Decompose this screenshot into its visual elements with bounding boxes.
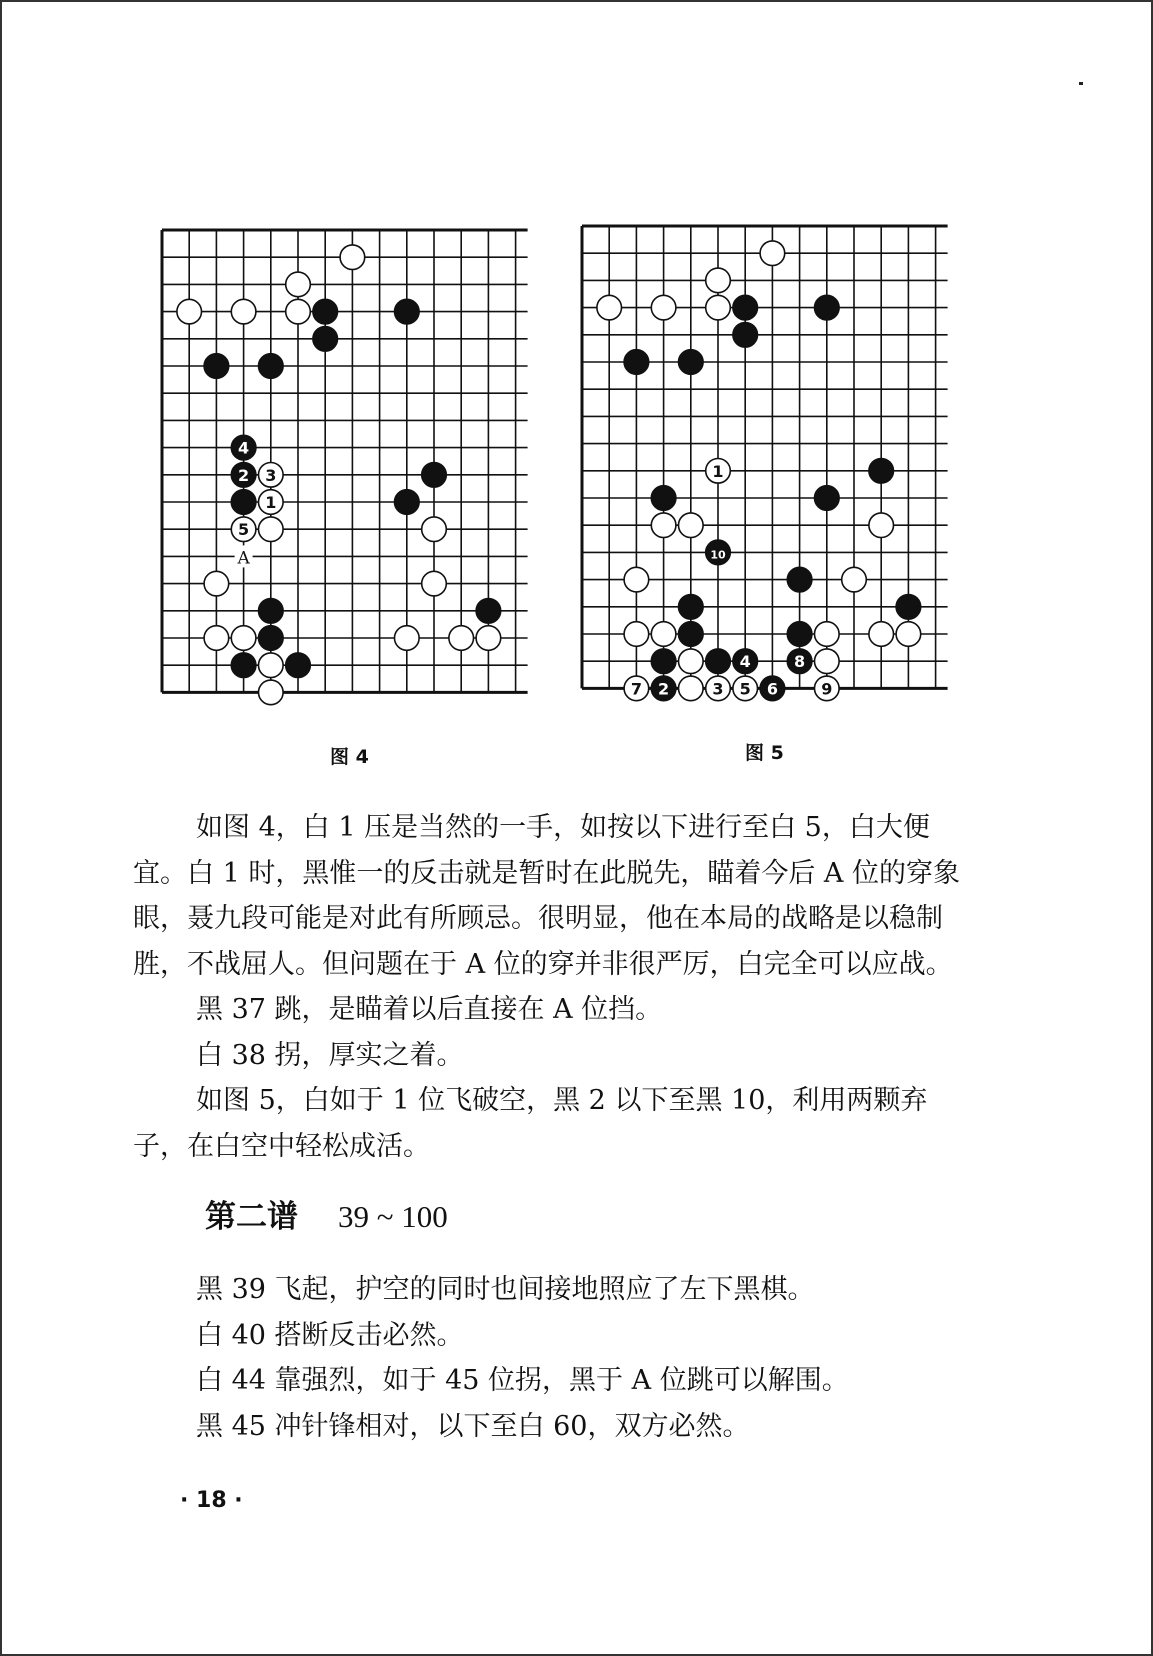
stone-disc [869,513,894,538]
go-board-figure-4 [160,228,540,718]
black-stone [259,599,284,624]
white-stone [706,459,731,484]
stone-disc [787,622,812,647]
stone-disc [231,299,256,324]
white-stone [259,653,284,678]
black-stone [259,626,284,651]
stone-disc [422,571,447,596]
white-stone [286,272,311,297]
section-heading [205,1187,978,1247]
white-stone [231,626,256,651]
black-stone [231,463,256,488]
stone-disc [815,649,840,674]
black-stone [679,350,704,375]
move-number: 6 [766,679,778,699]
white-stone [869,622,894,647]
white-stone [259,680,284,705]
black-stone [259,354,284,379]
stone-disc [869,459,894,484]
white-stone [449,626,474,651]
paragraph: 如图 4，白 1 压是当然的一手，如按以下进行至白 5，白大便宜。白 1 时，黑惟一的反击就是暂时在此脱先，瞄着今后 A 位的穿象眼，聂九段可能是对此有所顾忌。很明显，他在本局的战略是以稳制胜，不战屈人。但问题在于 A 位的穿并非很严厉，白完全可以应战。 [133,812,961,980]
stone-disc [313,327,338,352]
scan-speck [1079,82,1083,85]
stone-disc [869,622,894,647]
stone-disc [651,649,676,674]
stone-disc [706,649,731,674]
black-stone [733,323,758,348]
white-stone [422,571,447,596]
stone-disc [422,517,447,542]
move-number: 3 [712,679,724,699]
stone-disc [679,513,704,538]
black-stone [651,649,676,674]
white-stone [679,649,704,674]
white-stone [286,299,311,324]
move-number: 4 [238,438,250,458]
stone-disc [679,649,704,674]
stone-disc [706,268,731,293]
stone-disc [706,295,731,320]
white-stone [177,299,202,324]
black-stone [679,622,704,647]
stone-disc [651,622,676,647]
black-stone [760,676,785,701]
black-stone [651,486,676,511]
black-stone [733,649,758,674]
white-stone [395,626,420,651]
stone-disc [259,517,284,542]
paragraph: 白 38 拐，厚实之着。 [196,1039,464,1071]
white-stone [204,626,229,651]
white-stone [624,676,649,701]
black-stone [476,599,501,624]
move-number: 9 [821,679,833,699]
stone-disc [679,350,704,375]
stone-disc [679,622,704,647]
stone-disc [340,245,365,270]
white-stone [624,622,649,647]
black-stone [422,463,447,488]
stone-disc [395,299,420,324]
stone-disc [259,599,284,624]
white-stone [706,295,731,320]
black-stone [231,435,256,460]
black-stone [313,299,338,324]
black-stone [395,299,420,324]
white-stone [760,241,785,266]
white-stone [231,299,256,324]
move-number: 8 [794,652,806,672]
black-stone [231,653,256,678]
paragraph: 白 40 搭断反击必然。 [196,1319,464,1351]
black-stone [395,490,420,515]
stone-disc [760,241,785,266]
black-stone [313,327,338,352]
section-move-range: 39 ~ 100 [338,1199,448,1234]
stone-disc [395,490,420,515]
move-number: 5 [739,679,751,699]
figure-4-caption: 图 4 [330,746,369,768]
stone-disc [624,567,649,592]
stone-disc [476,599,501,624]
white-stone [815,649,840,674]
stone-disc [733,323,758,348]
white-stone [679,676,704,701]
body-text [133,805,978,1449]
stone-disc [204,626,229,651]
stone-disc [733,295,758,320]
stone-disc [259,653,284,678]
black-stone [896,595,921,620]
white-stone [259,463,284,488]
paragraph: 如图 5，白如于 1 位飞破空，黑 2 以下至黑 10，利用两颗弃子，在白空中轻松成活。 [133,1085,928,1162]
black-stone [624,350,649,375]
black-stone [815,486,840,511]
stone-disc [624,622,649,647]
stone-disc [896,595,921,620]
white-stone [679,513,704,538]
white-stone [896,622,921,647]
black-stone [733,295,758,320]
paragraph: 白 44 靠强烈，如于 45 位拐，黑于 A 位跳可以解围。 [196,1365,849,1396]
stone-disc [259,680,284,705]
white-stone [706,676,731,701]
stone-disc [597,295,622,320]
stone-disc [842,567,867,592]
section-title: 第二谱 [205,1199,298,1235]
go-board-figure-5 [580,224,960,714]
move-number: 5 [238,520,250,540]
stone-disc [679,676,704,701]
stone-disc [449,626,474,651]
stone-disc [177,299,202,324]
stone-disc [896,622,921,647]
stone-disc [422,463,447,488]
black-stone [651,676,676,701]
page-number: · 18 · [180,1488,243,1513]
paragraph: 黑 45 冲针锋相对，以下至白 60，双方必然。 [196,1410,750,1442]
white-stone [842,567,867,592]
white-stone [733,676,758,701]
point-label: A [237,548,250,569]
stone-disc [651,513,676,538]
stone-disc [651,295,676,320]
stone-disc [286,653,311,678]
stone-disc [787,567,812,592]
black-stone [787,622,812,647]
move-number: 2 [238,465,250,485]
paragraph: 黑 37 跳，是瞄着以后直接在 A 位挡。 [196,994,663,1025]
stone-disc [313,299,338,324]
stone-disc [395,626,420,651]
white-stone [597,295,622,320]
stone-disc [259,626,284,651]
white-stone [624,567,649,592]
white-stone [476,626,501,651]
move-number: 4 [739,652,751,672]
black-stone [787,649,812,674]
stone-disc [231,626,256,651]
white-stone [651,513,676,538]
stone-disc [286,299,311,324]
white-stone [651,622,676,647]
white-stone [204,571,229,596]
black-stone [787,567,812,592]
paragraph: 黑 39 飞起，护空的同时也间接地照应了左下黑棋。 [196,1274,815,1305]
white-stone [422,517,447,542]
stone-disc [204,571,229,596]
move-number: 1 [265,493,277,512]
stone-disc [815,622,840,647]
move-number: 3 [265,465,277,485]
stone-disc [815,295,840,320]
black-stone [204,354,229,379]
stone-disc [476,626,501,651]
black-stone [815,295,840,320]
stone-disc [815,486,840,511]
stone-disc [259,354,284,379]
stone-disc [204,354,229,379]
stone-disc [679,595,704,620]
move-number: 1 [712,461,724,481]
stone-disc [624,350,649,375]
black-stone [706,540,731,565]
white-stone [815,676,840,701]
white-stone [869,513,894,538]
white-stone [259,490,284,515]
black-stone [869,459,894,484]
move-number: 2 [658,679,670,699]
move-number: 10 [710,548,726,562]
black-stone [706,649,731,674]
stone-disc [286,272,311,297]
white-stone [651,295,676,320]
white-stone [815,622,840,647]
stone-disc [231,490,256,515]
white-stone [231,517,256,542]
black-stone [286,653,311,678]
black-stone [679,595,704,620]
stone-disc [231,653,256,678]
white-stone [706,268,731,293]
black-stone [231,490,256,515]
move-number: 7 [630,679,642,699]
stone-disc [651,486,676,511]
white-stone [340,245,365,270]
white-stone [259,517,284,542]
figure-5-caption: 图 5 [745,742,784,764]
